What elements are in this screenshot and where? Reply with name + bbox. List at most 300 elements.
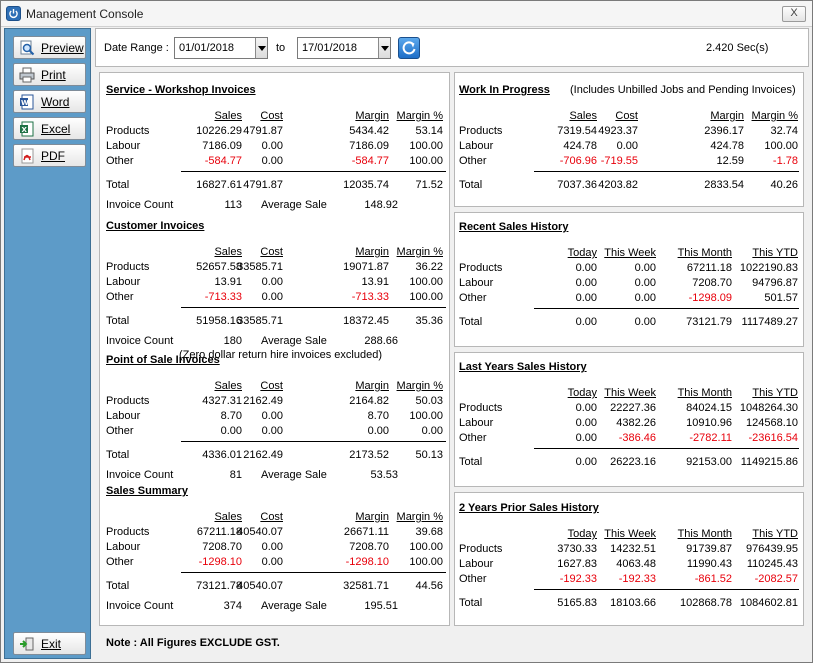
table-cell: -192.33 xyxy=(559,573,597,585)
column-header-row xyxy=(459,247,801,260)
table-cell: -713.33 xyxy=(351,291,389,303)
table-cell: 13.91 xyxy=(361,276,389,288)
table-cell: 53.14 xyxy=(415,125,443,137)
column-header-row xyxy=(106,511,446,524)
total-row xyxy=(106,580,446,593)
total-cell: 26223.16 xyxy=(610,456,656,468)
table-cell: 0.00 xyxy=(367,425,389,437)
table-cell: 8.70 xyxy=(220,410,242,422)
table-cell: 0.00 xyxy=(634,262,656,274)
table-row xyxy=(106,261,446,274)
total-cell: 4336.01 xyxy=(202,449,242,461)
column-header: This Month xyxy=(677,528,732,540)
section-title: Point of Sale Invoices xyxy=(106,354,220,366)
row-label: Products xyxy=(459,543,503,555)
table-row xyxy=(459,402,801,415)
to-date-select[interactable] xyxy=(297,37,391,59)
pdf-button[interactable] xyxy=(13,144,86,167)
table-row xyxy=(106,140,446,153)
column-header: This Week xyxy=(604,387,656,399)
table-cell: 32.74 xyxy=(770,125,798,137)
table-cell: 0.00 xyxy=(575,417,597,429)
table-cell: 1627.83 xyxy=(557,558,597,570)
column-header-row xyxy=(106,380,446,393)
total-cell: 0.00 xyxy=(634,316,656,328)
average-sale-value: 195.51 xyxy=(364,600,398,612)
section-title: Recent Sales History xyxy=(459,221,569,233)
row-label: Products xyxy=(106,526,150,538)
column-header: Margin xyxy=(355,110,389,122)
column-header: Cost xyxy=(260,246,283,258)
row-label: Products xyxy=(459,402,503,414)
table-cell: 0.00 xyxy=(261,556,283,568)
column-header: Margin % xyxy=(396,246,443,258)
total-divider xyxy=(534,308,799,309)
total-cell: 2833.54 xyxy=(704,179,744,191)
table-cell: -861.52 xyxy=(694,573,732,585)
table-cell: 2396.17 xyxy=(704,125,744,137)
chevron-down-icon[interactable] xyxy=(378,38,390,58)
pdf-icon xyxy=(19,148,35,164)
average-sale-value: 148.92 xyxy=(364,199,398,211)
column-header-row xyxy=(459,110,801,123)
invoice-count-row xyxy=(106,600,446,613)
table-cell: 100.00 xyxy=(409,556,443,568)
total-divider xyxy=(181,572,446,573)
word-icon xyxy=(19,94,35,110)
table-cell: 84024.15 xyxy=(686,402,732,414)
total-cell: 50.13 xyxy=(415,449,443,461)
row-label: Other xyxy=(459,573,487,585)
table-row xyxy=(459,140,801,153)
column-header: Margin xyxy=(710,110,744,122)
table-cell: 0.00 xyxy=(421,425,443,437)
total-label: Total xyxy=(459,179,483,191)
total-cell: 4791.87 xyxy=(243,179,283,191)
table-row xyxy=(106,526,446,539)
total-cell: 73121.78 xyxy=(196,580,242,592)
invoice-count-label: Invoice Count xyxy=(106,469,174,481)
total-row xyxy=(459,597,801,610)
table-row xyxy=(459,543,801,556)
total-cell: 32581.71 xyxy=(343,580,389,592)
section-title: Work In Progress xyxy=(459,84,550,96)
invoice-count-row xyxy=(106,469,446,482)
column-header: Sales xyxy=(214,246,242,258)
row-label: Labour xyxy=(106,276,141,288)
table-cell: 0.00 xyxy=(261,291,283,303)
table-cell: -584.77 xyxy=(204,155,242,167)
column-header: Margin xyxy=(355,246,389,258)
table-cell: 40540.07 xyxy=(237,526,283,538)
column-header-row xyxy=(106,246,446,259)
from-date-value: 01/01/2018 xyxy=(179,42,235,54)
preview-button[interactable] xyxy=(13,36,86,59)
total-row xyxy=(106,179,446,192)
table-cell: 110245.43 xyxy=(746,558,798,570)
table-cell: 2162.49 xyxy=(243,395,283,407)
table-cell: -386.46 xyxy=(618,432,656,444)
total-cell: 92153.00 xyxy=(686,456,732,468)
table-row xyxy=(459,573,801,586)
table-cell: 91739.87 xyxy=(686,543,732,555)
total-cell: 35.36 xyxy=(415,315,443,327)
table-cell: 12.59 xyxy=(716,155,744,167)
table-cell: 10226.29 xyxy=(196,125,242,137)
average-sale-label: Average Sale xyxy=(261,469,327,481)
table-row xyxy=(106,541,446,554)
table-cell: 7208.70 xyxy=(202,541,242,553)
table-cell: 5434.42 xyxy=(349,125,389,137)
word-button[interactable] xyxy=(13,90,86,113)
table-cell: 1022190.83 xyxy=(739,262,798,274)
total-cell: 7037.36 xyxy=(557,179,597,191)
table-cell: 0.00 xyxy=(261,410,283,422)
table-cell: 4923.37 xyxy=(598,125,638,137)
column-header: This Week xyxy=(604,528,656,540)
table-cell: 0.00 xyxy=(261,140,283,152)
row-label: Labour xyxy=(459,140,494,152)
section-title: Service - Workshop Invoices xyxy=(106,84,256,96)
table-cell: 7208.70 xyxy=(349,541,389,553)
total-row xyxy=(106,449,446,462)
to-label: to xyxy=(276,42,286,54)
table-cell: 4382.26 xyxy=(616,417,656,429)
invoice-count-label: Invoice Count xyxy=(106,199,174,211)
table-cell: 100.00 xyxy=(409,541,443,553)
total-cell: 4203.82 xyxy=(598,179,638,191)
total-cell: 0.00 xyxy=(575,456,597,468)
table-cell: 0.00 xyxy=(220,425,242,437)
table-cell: 1048264.30 xyxy=(739,402,798,414)
table-cell: 100.00 xyxy=(409,276,443,288)
table-row xyxy=(459,277,801,290)
column-header: This Week xyxy=(604,247,656,259)
total-cell: 102868.78 xyxy=(680,597,732,609)
preview-label: Preview xyxy=(41,41,84,55)
total-label: Total xyxy=(459,456,483,468)
exit-label: Exit xyxy=(41,637,62,651)
table-cell: 10910.96 xyxy=(686,417,732,429)
column-header: Cost xyxy=(260,511,283,523)
sidebar xyxy=(4,28,91,659)
total-cell: 40.26 xyxy=(770,179,798,191)
invoice-count-value: 374 xyxy=(223,600,242,612)
table-cell: 26671.11 xyxy=(343,526,389,538)
row-label: Products xyxy=(106,395,150,407)
table-cell: 0.00 xyxy=(575,402,597,414)
refresh-icon xyxy=(399,38,419,58)
row-label: Other xyxy=(106,556,134,568)
table-cell: 11990.43 xyxy=(686,558,732,570)
invoice-count-row xyxy=(106,335,446,348)
row-label: Products xyxy=(459,262,503,274)
print-label: Print xyxy=(41,68,66,82)
table-cell: -2782.11 xyxy=(689,432,732,444)
section-subtitle: (Includes Unbilled Jobs and Pending Invoices) xyxy=(570,84,796,96)
column-header: Margin xyxy=(355,380,389,392)
title-bar xyxy=(1,1,812,27)
column-header: Sales xyxy=(214,511,242,523)
average-sale-value: 53.53 xyxy=(370,469,398,481)
table-cell: 8.70 xyxy=(367,410,389,422)
row-label: Labour xyxy=(459,558,494,570)
table-cell: 424.78 xyxy=(563,140,597,152)
total-cell: 51958.16 xyxy=(196,315,242,327)
table-cell: 14232.51 xyxy=(610,543,656,555)
column-header: This Month xyxy=(677,247,732,259)
row-label: Other xyxy=(459,155,487,167)
footer-note: Note : All Figures EXCLUDE GST. xyxy=(106,637,280,649)
table-cell: 501.57 xyxy=(764,292,798,304)
total-divider xyxy=(181,171,446,172)
exit-icon xyxy=(19,636,35,652)
table-cell: -584.77 xyxy=(351,155,389,167)
table-row xyxy=(106,155,446,168)
table-cell: 7186.09 xyxy=(349,140,389,152)
column-header: Cost xyxy=(615,110,638,122)
power-icon xyxy=(6,6,21,21)
total-label: Total xyxy=(106,179,130,191)
table-cell: 13.91 xyxy=(214,276,242,288)
table-cell: 124568.10 xyxy=(746,417,798,429)
total-row xyxy=(459,179,801,192)
total-row xyxy=(459,316,801,329)
table-cell: 100.00 xyxy=(409,291,443,303)
table-cell: 0.00 xyxy=(575,292,597,304)
total-row xyxy=(459,456,801,469)
column-header: Sales xyxy=(214,380,242,392)
invoice-count-value: 113 xyxy=(224,199,242,211)
table-row xyxy=(459,262,801,275)
total-divider xyxy=(534,589,799,590)
row-label: Other xyxy=(106,155,134,167)
close-button[interactable]: X xyxy=(782,6,806,22)
total-cell: 40540.07 xyxy=(237,580,283,592)
table-cell: 0.00 xyxy=(634,292,656,304)
table-row xyxy=(459,417,801,430)
column-header: Margin % xyxy=(396,380,443,392)
date-range-label: Date Range : xyxy=(104,42,169,54)
table-cell: 33585.71 xyxy=(237,261,283,273)
column-header: Margin xyxy=(355,511,389,523)
total-cell: 71.52 xyxy=(415,179,443,191)
row-label: Labour xyxy=(106,541,141,553)
table-cell: 39.68 xyxy=(415,526,443,538)
column-header: Sales xyxy=(214,110,242,122)
column-header: This YTD xyxy=(752,247,798,259)
row-label: Labour xyxy=(459,277,494,289)
table-row xyxy=(459,432,801,445)
table-cell: 2164.82 xyxy=(349,395,389,407)
elapsed-time: 2.420 Sec(s) xyxy=(706,42,769,54)
column-header-row xyxy=(459,387,801,400)
table-cell: 100.00 xyxy=(409,410,443,422)
table-cell: 0.00 xyxy=(575,262,597,274)
invoice-count-label: Invoice Count xyxy=(106,335,174,347)
table-cell: 0.00 xyxy=(634,277,656,289)
exclusion-note: (Zero dollar return hire invoices excluded) xyxy=(179,349,382,361)
table-cell: 0.00 xyxy=(261,425,283,437)
column-header: Today xyxy=(567,387,597,399)
table-cell: 4063.48 xyxy=(616,558,656,570)
table-cell: 4327.31 xyxy=(202,395,242,407)
row-label: Other xyxy=(459,292,487,304)
table-cell: 100.00 xyxy=(764,140,798,152)
to-date-value: 17/01/2018 xyxy=(302,42,358,54)
total-cell: 1117489.27 xyxy=(741,316,798,328)
pdf-label: PDF xyxy=(41,149,65,163)
total-label: Total xyxy=(106,580,130,592)
printer-icon xyxy=(19,67,35,83)
column-header: Margin % xyxy=(396,511,443,523)
table-cell: 976439.95 xyxy=(746,543,798,555)
total-cell: 18372.45 xyxy=(343,315,389,327)
chevron-down-icon[interactable] xyxy=(255,38,267,58)
row-label: Products xyxy=(106,125,150,137)
table-row xyxy=(459,125,801,138)
table-cell: -1298.10 xyxy=(345,556,389,568)
table-cell: -706.96 xyxy=(559,155,597,167)
row-label: Other xyxy=(459,432,487,444)
average-sale-label: Average Sale xyxy=(261,600,327,612)
table-cell: 0.00 xyxy=(261,276,283,288)
column-header: Cost xyxy=(260,110,283,122)
excel-button[interactable] xyxy=(13,117,86,140)
from-date-select[interactable] xyxy=(174,37,268,59)
table-row xyxy=(106,291,446,304)
table-cell: 0.00 xyxy=(575,277,597,289)
row-label: Products xyxy=(106,261,150,273)
average-sale-label: Average Sale xyxy=(261,199,327,211)
table-cell: 50.03 xyxy=(415,395,443,407)
table-cell: 100.00 xyxy=(409,155,443,167)
row-label: Labour xyxy=(459,417,494,429)
table-row xyxy=(459,558,801,571)
table-row xyxy=(106,395,446,408)
total-cell: 1149215.86 xyxy=(740,456,798,468)
svg-text:X: X xyxy=(21,126,27,134)
total-label: Total xyxy=(106,315,130,327)
table-row xyxy=(106,276,446,289)
section-title: Last Years Sales History xyxy=(459,361,587,373)
total-cell: 2173.52 xyxy=(349,449,389,461)
total-cell: 1084602.81 xyxy=(739,597,798,609)
excel-icon xyxy=(19,121,35,137)
row-label: Other xyxy=(106,425,134,437)
column-header: Margin % xyxy=(396,110,443,122)
column-header-row xyxy=(106,110,446,123)
total-cell: 2162.49 xyxy=(243,449,283,461)
table-cell: 0.00 xyxy=(261,155,283,167)
column-header: Cost xyxy=(260,380,283,392)
table-cell: 100.00 xyxy=(409,140,443,152)
window-title: Management Console xyxy=(26,7,144,21)
column-header: Today xyxy=(567,247,597,259)
row-label: Labour xyxy=(106,140,141,152)
table-cell: 36.22 xyxy=(415,261,443,273)
table-cell: 7319.54 xyxy=(557,125,597,137)
table-cell: 0.00 xyxy=(261,541,283,553)
total-cell: 18103.66 xyxy=(610,597,656,609)
table-cell: 52657.58 xyxy=(196,261,242,273)
section-title: Customer Invoices xyxy=(106,220,205,232)
word-label: Word xyxy=(41,95,70,109)
column-header-row xyxy=(459,528,801,541)
total-divider xyxy=(534,448,799,449)
table-cell: 22227.36 xyxy=(610,402,656,414)
section-title: 2 Years Prior Sales History xyxy=(459,502,599,514)
column-header: Today xyxy=(567,528,597,540)
row-label: Labour xyxy=(106,410,141,422)
table-row xyxy=(459,292,801,305)
total-cell: 5165.83 xyxy=(557,597,597,609)
table-row xyxy=(106,556,446,569)
print-button[interactable] xyxy=(13,63,86,86)
refresh-button[interactable] xyxy=(398,37,420,59)
average-sale-value: 288.66 xyxy=(364,335,398,347)
table-row xyxy=(106,125,446,138)
date-range-bar xyxy=(95,28,809,67)
table-cell: 94796.87 xyxy=(752,277,798,289)
column-header: This YTD xyxy=(752,528,798,540)
exit-button[interactable] xyxy=(13,632,86,655)
total-cell: 73121.79 xyxy=(686,316,732,328)
section-title: Sales Summary xyxy=(106,485,188,497)
table-cell: -1.78 xyxy=(772,155,798,167)
total-label: Total xyxy=(106,449,130,461)
table-cell: 3730.33 xyxy=(557,543,597,555)
invoice-count-label: Invoice Count xyxy=(106,600,174,612)
table-cell: 19071.87 xyxy=(343,261,389,273)
total-cell: 16827.61 xyxy=(196,179,242,191)
table-row xyxy=(106,425,446,438)
table-cell: -2082.57 xyxy=(754,573,798,585)
table-cell: 0.00 xyxy=(616,140,638,152)
invoice-count-value: 81 xyxy=(229,469,242,481)
table-cell: 7186.09 xyxy=(202,140,242,152)
total-row xyxy=(106,315,446,328)
total-divider xyxy=(534,171,799,172)
table-cell: 67211.18 xyxy=(686,262,732,274)
total-label: Total xyxy=(459,597,483,609)
preview-icon xyxy=(19,40,35,56)
total-label: Total xyxy=(459,316,483,328)
table-cell: 7208.70 xyxy=(692,277,732,289)
table-cell: 4791.87 xyxy=(243,125,283,137)
row-label: Other xyxy=(106,291,134,303)
column-header: Margin % xyxy=(751,110,798,122)
table-cell: 67211.18 xyxy=(196,526,242,538)
average-sale-label: Average Sale xyxy=(261,335,327,347)
invoice-count-value: 180 xyxy=(223,335,242,347)
table-cell: -23616.54 xyxy=(748,432,798,444)
table-cell: -713.33 xyxy=(204,291,242,303)
invoice-count-row xyxy=(106,199,446,212)
excel-label: Excel xyxy=(41,122,71,136)
table-row xyxy=(459,155,801,168)
total-cell: 44.56 xyxy=(415,580,443,592)
row-label: Products xyxy=(459,125,503,137)
total-cell: 0.00 xyxy=(575,316,597,328)
table-cell: -1298.09 xyxy=(688,292,732,304)
column-header: This Month xyxy=(677,387,732,399)
table-cell: -1298.10 xyxy=(198,556,242,568)
total-divider xyxy=(181,441,446,442)
column-header: Sales xyxy=(569,110,597,122)
table-cell: 0.00 xyxy=(575,432,597,444)
total-cell: 12035.74 xyxy=(343,179,389,191)
